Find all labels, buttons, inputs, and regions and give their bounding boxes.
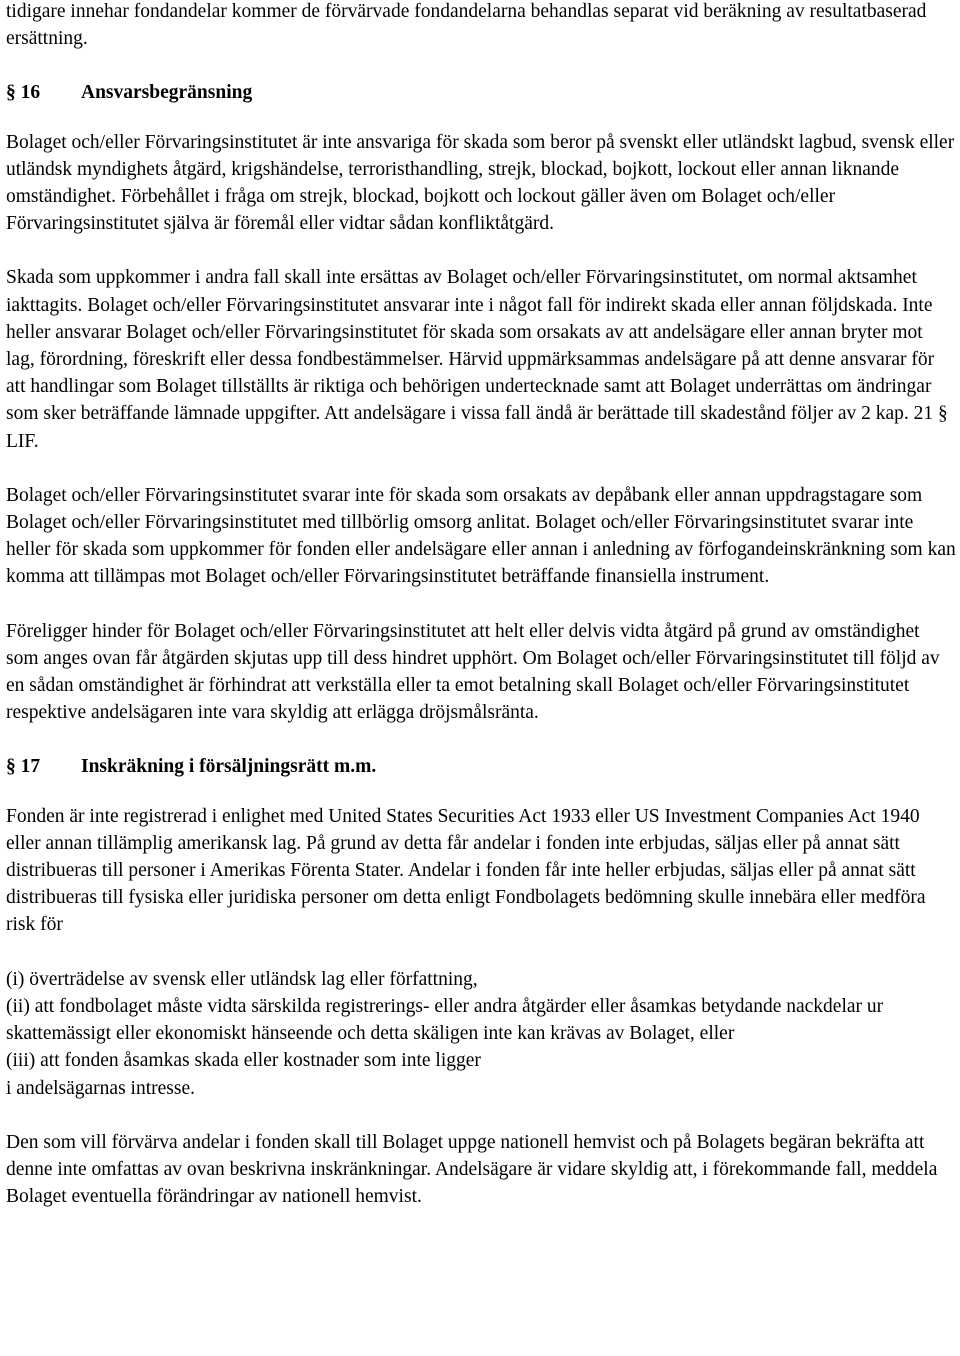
section-16-paragraph-1: Bolaget och/eller Förvaringsinstitutet är inte ansvariga för skada som beror på svenskt eller utländskt lagbud, svensk eller utländsk myndighets åtgärd, krigshändelse, terroristhandling, strejk, blockad, bojkott, lockout eller annan liknande omständighet. Förbehållet i fråga om strejk, blockad, bojkott och lockout gäller även om Bolaget och/eller Förvaringsinstitutet själva är föremål eller vidtar sådan konfliktåtgärd. [6, 131, 955, 235]
list-item: (iii) att fonden åsamkas skada eller kostnader som inte ligger [6, 1050, 481, 1072]
section-16-title: Ansvarsbegränsning [81, 82, 253, 104]
document-page [6, 0, 956, 1210]
section-16-paragraph-4: Föreligger hinder för Bolaget och/eller Förvaringsinstitutet att helt eller delvis vidta åtgärd på grund av omständighet som anges ovan får åtgärden skjutas upp till dess hindret upphört. Om Bolaget och/eller Förvaringsinstitutet till följd av en sådan omständighet är förhindrat att verkställa eller ta emot betalning skall Bolaget och/eller Förvaringsinstitutet respektive andelsägaren inte vara skyldig att erlägga dröjsmålsränta. [6, 620, 940, 724]
section-17-closing: Den som vill förvärva andelar i fonden skall till Bolaget uppge nationell hemvist och på Bolagets begäran bekräfta att denne inte omfattas av ovan beskrivna inskränkningar. Andelsägare är vidare skyldig att, i förekommande fall, meddela Bolaget eventuella förändringar av nationell hemvist. [6, 1131, 938, 1208]
continued-paragraph: tidigare innehar fondandelar kommer de förvärvade fondandelarna behandlas separat vid beräkning av resultatbaserad ersättning. [6, 1, 927, 50]
section-17-heading [6, 753, 956, 780]
section-16-number: § 16 [6, 82, 41, 104]
section-16-paragraph-2: Skada som uppkommer i andra fall skall inte ersättas av Bolaget och/eller Förvaringsinstitutet, om normal aktsamhet iakttagits. Bolaget och/eller Förvaringsinstitutet ansvarar inte i något fall för indirekt skada eller annan följdskada. Inte heller ansvarar Bolaget och/eller Förvaringsinstitutet för skada som orsakats av att andelsägare eller annan bryter mot lag, förordning, föreskrift eller dessa fondbestämmelser. Härvid uppmärksammas andelsägare på att denne ansvarar för att handlingar som Bolaget tillställts är riktiga och behörigen undertecknade samt att Bolaget underrättas om ändringar som sker beträffande lämnade uppgifter. Att andelsägare i vissa fall ändå är berättade till skadestånd följer av 2 kap. 21 § LIF. [6, 267, 948, 452]
section-17-number: § 17 [6, 756, 41, 778]
section-17-intro: Fonden är inte registrerad i enlighet med United States Securities Act 1933 eller US Investment Companies Act 1940 eller annan tillämplig amerikansk lag. På grund av detta får andelar i fonden inte erbjudas, säljas eller på annat sätt distribueras till personer i Amerikas Förenta Stater. Andelar i fonden får inte heller erbjudas, säljas eller på annat sätt distribueras till fysiska eller juridiska personer om detta enligt Fondbolagets bedömning skulle innebära eller medföra risk för [6, 805, 926, 936]
list-item: i andelsägarnas intresse. [6, 1077, 195, 1099]
list-item: (i) överträdelse av svensk eller utländsk lag eller författning, [6, 968, 478, 990]
list-item: (ii) att fondbolaget måste vidta särskilda registrerings- eller andra åtgärder eller åsamkas betydande nackdelar ur skattemässigt eller ekonomiskt hänseende och detta skäligen inte kan krävas av Bolaget, eller [6, 995, 884, 1045]
section-17-list [6, 966, 956, 1102]
section-16-heading [6, 79, 956, 106]
section-17-title: Inskräkning i försäljningsrätt m.m. [81, 756, 377, 778]
section-16-paragraph-3: Bolaget och/eller Förvaringsinstitutet svarar inte för skada som orsakats av depåbank eller annan uppdragstagare som Bolaget och/eller Förvaringsinstitutet med tillbörlig omsorg anlitat. Bolaget och/eller Förvaringsinstitutet svarar inte heller för skada som uppkommer för fonden eller andelsägare eller annan i anledning av förfogandeinskränkning som kan komma att tillämpas mot Bolaget och/eller Förvaringsinstitutet beträffande finansiella instrument. [6, 484, 956, 588]
